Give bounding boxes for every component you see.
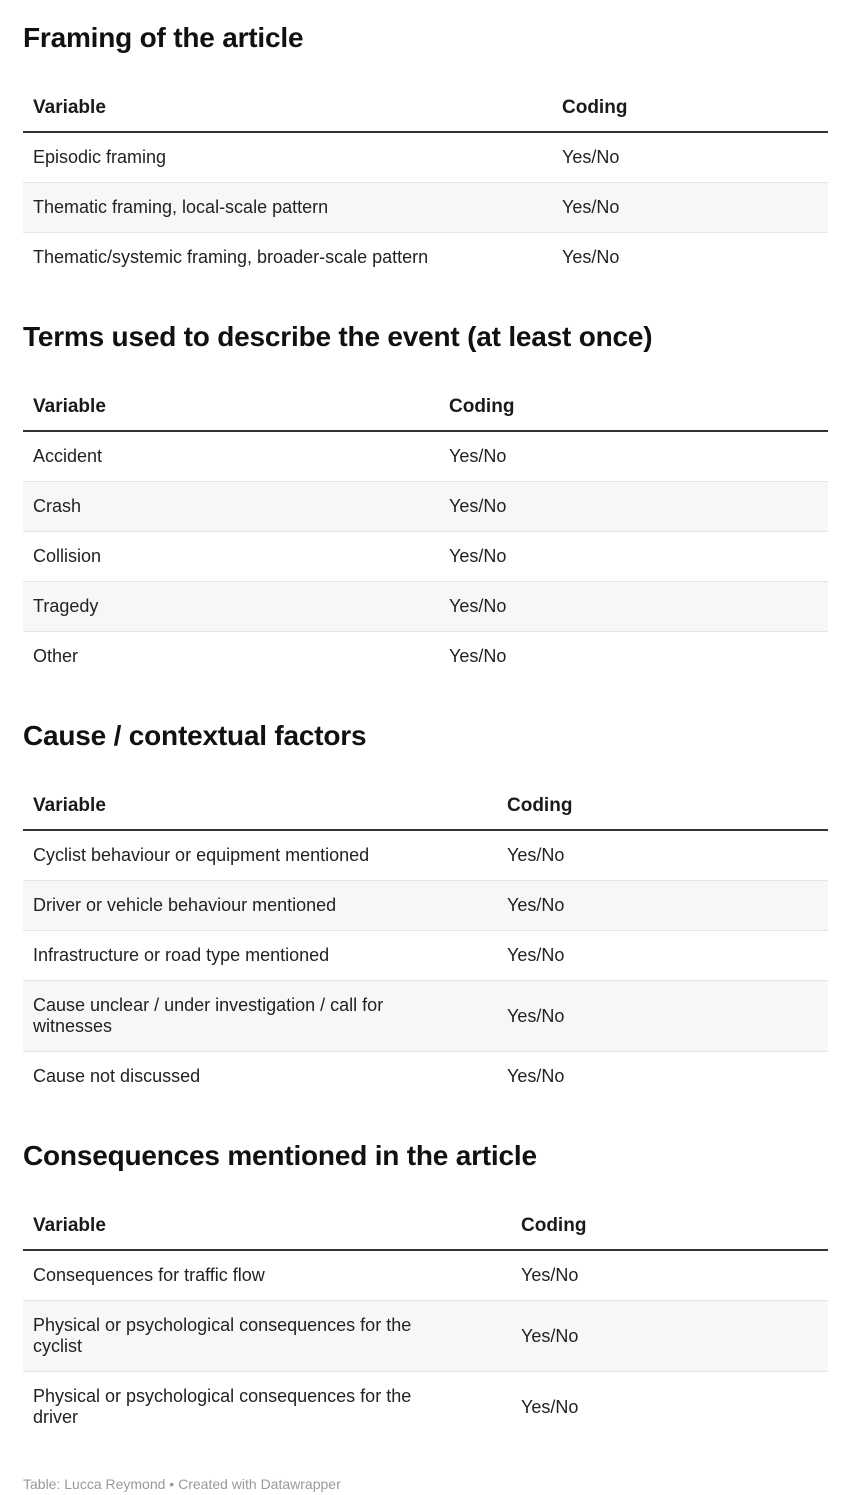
column-header-coding: Coding (552, 85, 828, 132)
coding-cell: Yes/No (497, 981, 828, 1052)
coding-cell: Yes/No (497, 881, 828, 931)
footer-credit: Table: Lucca Reymond • Created with Datawrapper (23, 1476, 341, 1492)
column-header-variable: Variable (23, 783, 497, 830)
table-consequences (23, 1203, 828, 1442)
variable-cell: Consequences for traffic flow (23, 1250, 511, 1301)
section-title-terms: Terms used to describe the event (at least once) (23, 321, 653, 352)
table-row (23, 981, 828, 1052)
variable-cell: Episodic framing (23, 132, 552, 183)
table-row (23, 1052, 828, 1102)
table-row (23, 233, 828, 283)
coding-cell: Yes/No (552, 183, 828, 233)
variable-cell: Physical or psychological consequences for the driver (33, 1386, 412, 1427)
column-header-coding: Coding (497, 783, 828, 830)
column-header-variable: Variable (23, 85, 552, 132)
column-header-coding: Coding (511, 1203, 828, 1250)
variable-cell: Tragedy (23, 582, 439, 632)
column-header-variable: Variable (23, 384, 439, 431)
coding-cell: Yes/No (439, 532, 828, 582)
coding-cell: Yes/No (497, 931, 828, 981)
coding-cell: Yes/No (497, 830, 828, 881)
table-row (23, 1250, 828, 1301)
variable-cell: Cause not discussed (33, 1066, 201, 1086)
section-title-framing: Framing of the article (23, 22, 304, 53)
coding-cell: Yes/No (552, 132, 828, 183)
variable-cell: Crash (23, 482, 439, 532)
coding-cell: Yes/No (439, 482, 828, 532)
table-framing (23, 85, 828, 282)
table-row (23, 881, 828, 931)
coding-cell: Yes/No (439, 431, 828, 482)
table-row (23, 132, 828, 183)
table-row (23, 931, 828, 981)
section-title-cause: Cause / contextual factors (23, 720, 367, 751)
coding-cell: Yes/No (511, 1301, 828, 1372)
variable-cell: Thematic/systemic framing, broader-scale pattern (33, 247, 429, 267)
table-row (23, 830, 828, 881)
coding-cell: Yes/No (521, 1396, 579, 1417)
column-header-coding: Coding (439, 384, 828, 431)
table-row (23, 532, 828, 582)
variable-cell: Infrastructure or road type mentioned (23, 931, 497, 981)
coding-cell: Yes/No (507, 1066, 565, 1086)
coding-cell: Yes/No (562, 247, 620, 267)
table-row (23, 431, 828, 482)
variable-cell: Thematic framing, local-scale pattern (23, 183, 552, 233)
table-row (23, 1372, 828, 1443)
table-cause (23, 783, 828, 1101)
variable-cell: Cyclist behaviour or equipment mentioned (23, 830, 497, 881)
table-row (23, 582, 828, 632)
table-row (23, 632, 828, 682)
coding-cell: Yes/No (449, 646, 507, 666)
variable-cell: Other (33, 646, 79, 666)
section-title-consequences: Consequences mentioned in the article (23, 1140, 537, 1171)
table-row (23, 1301, 828, 1372)
table-row (23, 482, 828, 532)
variable-cell: Collision (23, 532, 439, 582)
table-terms (23, 384, 828, 681)
table-row (23, 183, 828, 233)
variable-cell: Physical or psychological consequences for the cyclist (23, 1301, 511, 1372)
variable-cell: Accident (23, 431, 439, 482)
coding-cell: Yes/No (511, 1250, 828, 1301)
variable-cell: Driver or vehicle behaviour mentioned (23, 881, 497, 931)
variable-cell: Cause unclear / under investigation / call for witnesses (23, 981, 497, 1052)
column-header-variable: Variable (23, 1203, 511, 1250)
coding-cell: Yes/No (439, 582, 828, 632)
